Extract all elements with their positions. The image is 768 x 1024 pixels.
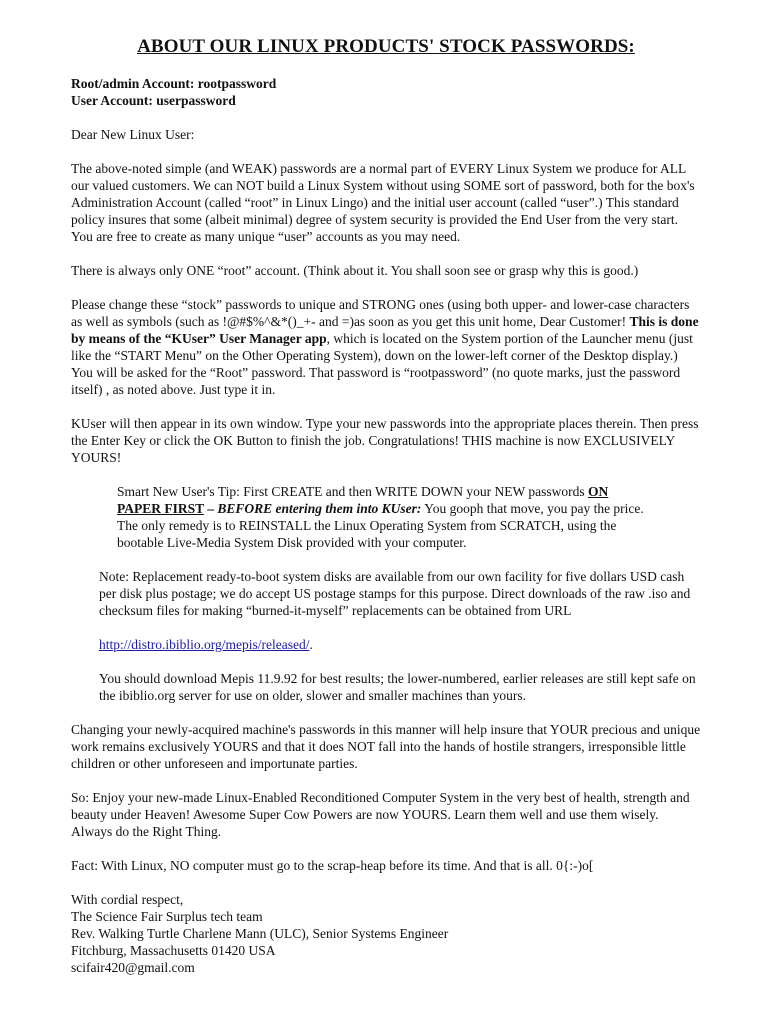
tip-text-b: You gooph that move, you pay the price. The only remedy is to REINSTALL the Linux Operating System from SCRATCH, using the bootable Live-Media System Disk provided with your computer. xyxy=(117,501,644,550)
paragraph-kuser-window: KUser will then appear in its own window. Type your new passwords into the appropriate places therein. Then press the Enter Key or click the OK Button to finish the job. Congratulations! THIS machine is now EXCLUSIVELY YOURS! xyxy=(71,416,699,465)
signature-email: scifair420@gmail.com xyxy=(71,960,195,975)
signature-address: Fitchburg, Massachusetts 01420 USA xyxy=(71,943,276,958)
document-page xyxy=(71,36,701,976)
paragraph-security-benefit: Changing your newly-acquired machine's passwords in this manner will help insure that YOUR precious and unique work remains exclusively YOURS and that it does NOT fall into the hands of hostile strangers, irresponsible little children or other unforeseen and importunate parties. xyxy=(71,722,701,771)
mepis-download-link[interactable]: http://distro.ibiblio.org/mepis/released/ xyxy=(99,637,310,652)
paragraph-root-account: There is always only ONE “root” account. (Think about it. You shall soon see or grasp why this is good.) xyxy=(71,263,639,278)
kuser-instruction: This is done by means of the “KUser” User Manager app xyxy=(71,314,699,346)
change-passwords-text-b: , which is located on the System portion of the Launcher menu (just like the “START Menu” on the Other Operating System), down on the lower-left corner of the Desktop display.) You will be asked for the “Root” password. That password is “rootpassword” (no quote marks, just the password itself) , as noted above. Just type it in. xyxy=(71,331,693,397)
tip-text-a: Smart New User's Tip: First CREATE and then WRITE DOWN your NEW passwords xyxy=(117,484,589,499)
signature-block xyxy=(71,891,701,976)
paragraph-enjoy: So: Enjoy your new-made Linux-Enabled Reconditioned Computer System in the very best of health, strength and beauty under Heaven! Awesome Super Cow Powers are now YOURS. Learn them well and use them wisely. Always do the Right Thing. xyxy=(71,790,690,839)
download-url-line xyxy=(99,636,701,653)
page-title: ABOUT OUR LINUX PRODUCTS' STOCK PASSWORDS: xyxy=(137,36,635,57)
mepis-version-note: You should download Mepis 11.9.92 for best results; the lower-numbered, earlier releases are still kept safe on the ibiblio.org server for use on older, slower and smaller machines than yours. xyxy=(99,671,696,703)
fact-line: Fact: With Linux, NO computer must go to the scrap-heap before its time. And that is all. 0{:-)o[ xyxy=(71,858,594,873)
signature-name: Rev. Walking Turtle Charlene Mann (ULC), Senior Systems Engineer xyxy=(71,926,449,941)
replacement-disks-note: Note: Replacement ready-to-boot system disks are available from our own facility for five dollars USD cash per disk plus postage; we do accept US postage stamps for this purpose. Direct downloads of the raw .iso and checksum files for making “burned-it-myself” replacements can be obtained from URL xyxy=(99,569,691,618)
closing-line: With cordial respect, xyxy=(71,892,184,907)
signature-team: The Science Fair Surplus tech team xyxy=(71,909,263,924)
tip-before-kuser: BEFORE entering them into KUser: xyxy=(217,501,422,516)
greeting: Dear New Linux User: xyxy=(71,127,195,142)
paragraph-passwords-intro: The above-noted simple (and WEAK) passwords are a normal part of EVERY Linux System we produce for ALL our valued customers. We can NOT build a Linux System without using SOME sort of password, both for the box's Administration Account (called “root” in Linux Lingo) and the initial user account (called “user”.) This standard policy insures that some (albeit minimal) degree of system security is provided the End User from the very start. You are free to create as many unique “user” accounts as you may need. xyxy=(71,161,695,244)
user-account-line: User Account: userpassword xyxy=(71,93,236,108)
paragraph-change-passwords xyxy=(71,296,701,398)
change-passwords-text-a: Please change these “stock” passwords to unique and STRONG ones (using both upper- and lower-case characters as well as symbols (such as !@#$%^&*()_+- and =)as soon as you get this unit home, Dear Customer! xyxy=(71,297,690,329)
tip-dash: – xyxy=(203,501,218,516)
accounts-block xyxy=(71,75,701,109)
smart-user-tip xyxy=(117,483,647,551)
root-account-line: Root/admin Account: rootpassword xyxy=(71,76,277,91)
url-suffix: . xyxy=(309,637,313,652)
tip-on-paper-first: ON PAPER FIRST xyxy=(117,484,609,516)
